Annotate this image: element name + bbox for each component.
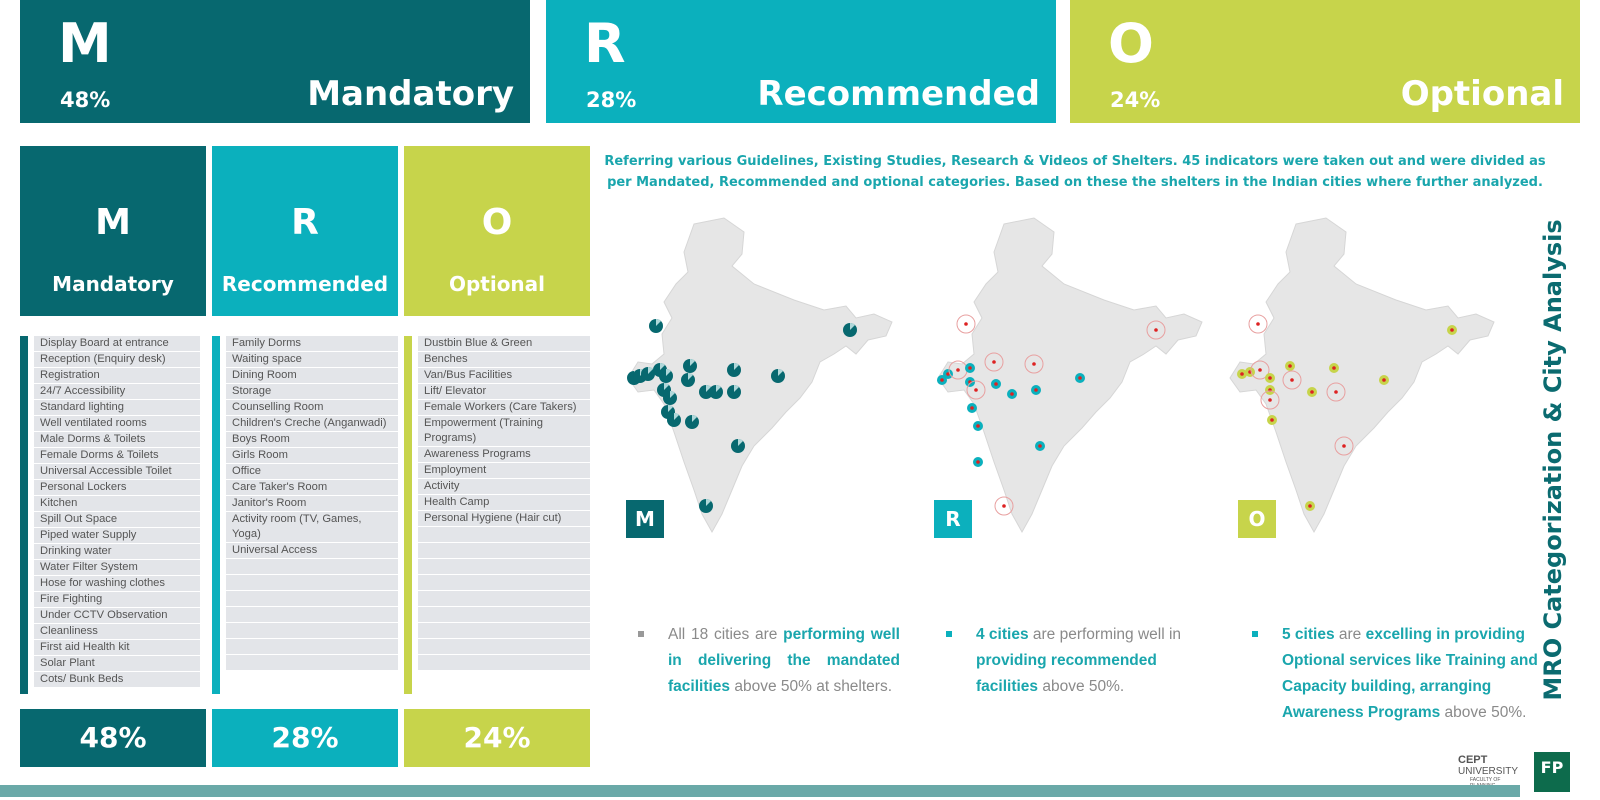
column-letter: M	[95, 202, 131, 243]
note-span: are performing well in	[1028, 626, 1182, 643]
list-item: Dining Room	[226, 368, 398, 383]
list-item: Office	[226, 464, 398, 479]
footer-recommended-percent: 28%	[212, 709, 398, 767]
list-item: Cleanliness	[34, 624, 200, 639]
city-marker	[659, 369, 673, 383]
list-empty-row	[418, 607, 590, 622]
city-marker	[973, 457, 983, 467]
note-highlight: performing well in delivering the mandated facilities	[668, 626, 900, 695]
list-item: Activity	[418, 479, 590, 494]
list-item: Solar Plant	[34, 656, 200, 671]
list-item: Dustbin Blue & Green	[418, 336, 590, 351]
list-item: Universal Accessible Toilet	[34, 464, 200, 479]
list-empty-row	[226, 607, 398, 622]
city-marker	[973, 421, 983, 431]
list-empty-row	[226, 591, 398, 606]
list-item: Water Filter System	[34, 560, 200, 575]
cept-logo-line2: UNIVERSITY	[1458, 766, 1519, 777]
list-empty-row	[418, 559, 590, 574]
list-rows	[34, 336, 200, 694]
list-rows	[418, 336, 590, 694]
note-span: are	[1334, 626, 1366, 643]
map-badge-o: O	[1238, 500, 1276, 538]
city-marker	[667, 413, 681, 427]
list-item: Under CCTV Observation	[34, 608, 200, 623]
note-span: above 50%.	[1440, 704, 1527, 721]
list-item: Counselling Room	[226, 400, 398, 415]
note-text	[976, 622, 1216, 700]
list-item: Family Dorms	[226, 336, 398, 351]
list-empty-row	[226, 575, 398, 590]
list-item: Female Workers (Care Takers)	[418, 400, 590, 415]
list-item: Janitor's Room	[226, 496, 398, 511]
fp-logo: FP	[1534, 752, 1570, 792]
list-item: Male Dorms & Toilets	[34, 432, 200, 447]
list-empty-row	[418, 575, 590, 590]
list-item: Well ventilated rooms	[34, 416, 200, 431]
map-badge-r: R	[934, 500, 972, 538]
city-marker	[1031, 385, 1041, 395]
list-item: Kitchen	[34, 496, 200, 511]
cept-logo-line3: FACULTY OF	[1470, 777, 1501, 783]
list-item: Display Board at entrance	[34, 336, 200, 351]
city-marker	[663, 391, 677, 405]
list-empty-row	[226, 639, 398, 654]
list-empty-row	[418, 623, 590, 638]
city-marker	[731, 439, 745, 453]
city-marker	[1305, 501, 1315, 511]
list-item: Female Dorms & Toilets	[34, 448, 200, 463]
intro-text: Referring various Guidelines, Existing Studies, Research & Videos of Shelters. 45 indicators were taken out and were divided as per Mandated, Recommended and optional categories. Based on these the shelters in the Indian cities where further analyzed.	[604, 154, 1546, 190]
city-marker	[843, 323, 857, 337]
city-marker	[957, 315, 975, 333]
city-marker	[1075, 373, 1085, 383]
column-letter: O	[481, 202, 513, 243]
list-empty-row	[418, 655, 590, 670]
city-marker	[1307, 387, 1317, 397]
list-item: Piped water Supply	[34, 528, 200, 543]
column-letter: R	[291, 202, 319, 243]
banner-optional	[1070, 0, 1580, 123]
note-span: All 18 cities are	[668, 626, 784, 643]
list-item: Girls Room	[226, 448, 398, 463]
map-badge-m: M	[626, 500, 664, 538]
banner-recommended	[546, 0, 1056, 123]
list-item: First aid Health kit	[34, 640, 200, 655]
list-item: Activity room (TV, Games, Yoga)	[226, 512, 398, 542]
city-marker	[991, 379, 1001, 389]
city-marker	[641, 367, 655, 381]
city-marker	[1007, 389, 1017, 399]
list-accent-bar	[20, 336, 28, 694]
list-item: Personal Hygiene (Hair cut)	[418, 511, 590, 526]
note-highlight: excelling in providing Optional services like Training and Capacity building, arranging Awareness Programs	[1282, 626, 1538, 721]
banner-letter: R	[584, 12, 626, 75]
city-marker	[1265, 373, 1275, 383]
list-empty-row	[418, 527, 590, 542]
list-empty-row	[418, 591, 590, 606]
list-item: Universal Access	[226, 543, 398, 558]
list-item: Care Taker's Room	[226, 480, 398, 495]
city-marker	[699, 499, 713, 513]
list-item: Waiting space	[226, 352, 398, 367]
footer-mandatory-percent: 48%	[20, 709, 206, 767]
banner-percent: 24%	[1110, 88, 1161, 112]
side-title-text: MRO Categorization & City Analysis	[1539, 219, 1567, 701]
city-marker	[771, 369, 785, 383]
city-marker	[727, 385, 741, 399]
side-title	[1533, 180, 1573, 740]
city-marker	[967, 403, 977, 413]
list-empty-row	[418, 543, 590, 558]
list-item: Health Camp	[418, 495, 590, 510]
banner-percent: 28%	[586, 88, 637, 112]
city-marker	[1285, 361, 1295, 371]
bottom-accent-bar	[0, 785, 1520, 797]
city-marker	[1249, 315, 1267, 333]
list-item: Storage	[226, 384, 398, 399]
optional-list	[404, 336, 590, 694]
list-item: Drinking water	[34, 544, 200, 559]
mandatory-list	[20, 336, 200, 694]
list-item: Benches	[418, 352, 590, 367]
footer-optional-percent: 24%	[404, 709, 590, 767]
banner-percent: 48%	[60, 88, 111, 112]
column-name: Recommended	[221, 272, 389, 296]
city-marker	[683, 359, 697, 373]
list-item: Standard lighting	[34, 400, 200, 415]
list-item: Awareness Programs	[418, 447, 590, 462]
city-marker	[1329, 363, 1339, 373]
city-marker	[965, 377, 975, 387]
city-marker	[1035, 441, 1045, 451]
list-item: Lift/ Elevator	[418, 384, 590, 399]
list-empty-row	[418, 639, 590, 654]
banner-letter: O	[1108, 12, 1154, 75]
column-name: Optional	[448, 272, 546, 296]
city-marker	[685, 415, 699, 429]
note-highlight: providing recommended facilities	[976, 652, 1157, 695]
note-span: above 50%.	[1038, 678, 1125, 695]
column-header-optional	[404, 146, 590, 316]
list-item: Fire Fighting	[34, 592, 200, 607]
list-rows	[226, 336, 398, 694]
list-accent-bar	[212, 336, 220, 694]
column-header-mandatory	[20, 146, 206, 316]
city-marker	[965, 363, 975, 373]
list-item: Hose for washing clothes	[34, 576, 200, 591]
list-empty-row	[226, 559, 398, 574]
city-marker	[709, 385, 723, 399]
banner-name: Optional	[1400, 74, 1564, 114]
city-marker	[1267, 415, 1277, 425]
list-item: Children's Creche (Anganwadi)	[226, 416, 398, 431]
list-empty-row	[226, 655, 398, 670]
list-item: Spill Out Space	[34, 512, 200, 527]
list-accent-bar	[404, 336, 412, 694]
list-item: Registration	[34, 368, 200, 383]
note-span: above 50% at shelters.	[730, 678, 893, 695]
city-marker	[649, 319, 663, 333]
list-item: Empowerment (Training Programs)	[418, 416, 590, 446]
india-map-mandatory	[624, 214, 924, 554]
india-map-recommended	[934, 214, 1234, 554]
bullet-icon	[638, 631, 644, 637]
banner-name: Recommended	[757, 74, 1040, 114]
bullet-icon	[946, 631, 952, 637]
list-item: Van/Bus Facilities	[418, 368, 590, 383]
city-marker	[943, 369, 953, 379]
city-marker	[1447, 325, 1457, 335]
list-item: Employment	[418, 463, 590, 478]
column-name: Mandatory	[52, 272, 174, 296]
banner-mandatory	[20, 0, 530, 123]
column-header-recommended	[212, 146, 398, 316]
list-item: 24/7 Accessibility	[34, 384, 200, 399]
banner-name: Mandatory	[307, 74, 514, 114]
city-marker	[727, 363, 741, 377]
note-text	[668, 622, 900, 700]
list-item: Personal Lockers	[34, 480, 200, 495]
list-item: Cots/ Bunk Beds	[34, 672, 200, 687]
city-marker	[681, 373, 695, 387]
note-highlight: 5 cities	[1282, 626, 1335, 643]
list-item: Boys Room	[226, 432, 398, 447]
note-highlight: 4 cities	[976, 626, 1029, 643]
bullet-icon	[1252, 631, 1258, 637]
banner-letter: M	[58, 12, 112, 75]
recommended-list	[212, 336, 398, 694]
list-empty-row	[226, 623, 398, 638]
city-marker	[1265, 385, 1275, 395]
list-item: Reception (Enquiry desk)	[34, 352, 200, 367]
cept-logo-line1: CEPT	[1458, 754, 1488, 766]
note-text	[1282, 622, 1540, 726]
city-marker	[1379, 375, 1389, 385]
india-outline	[938, 218, 1202, 532]
